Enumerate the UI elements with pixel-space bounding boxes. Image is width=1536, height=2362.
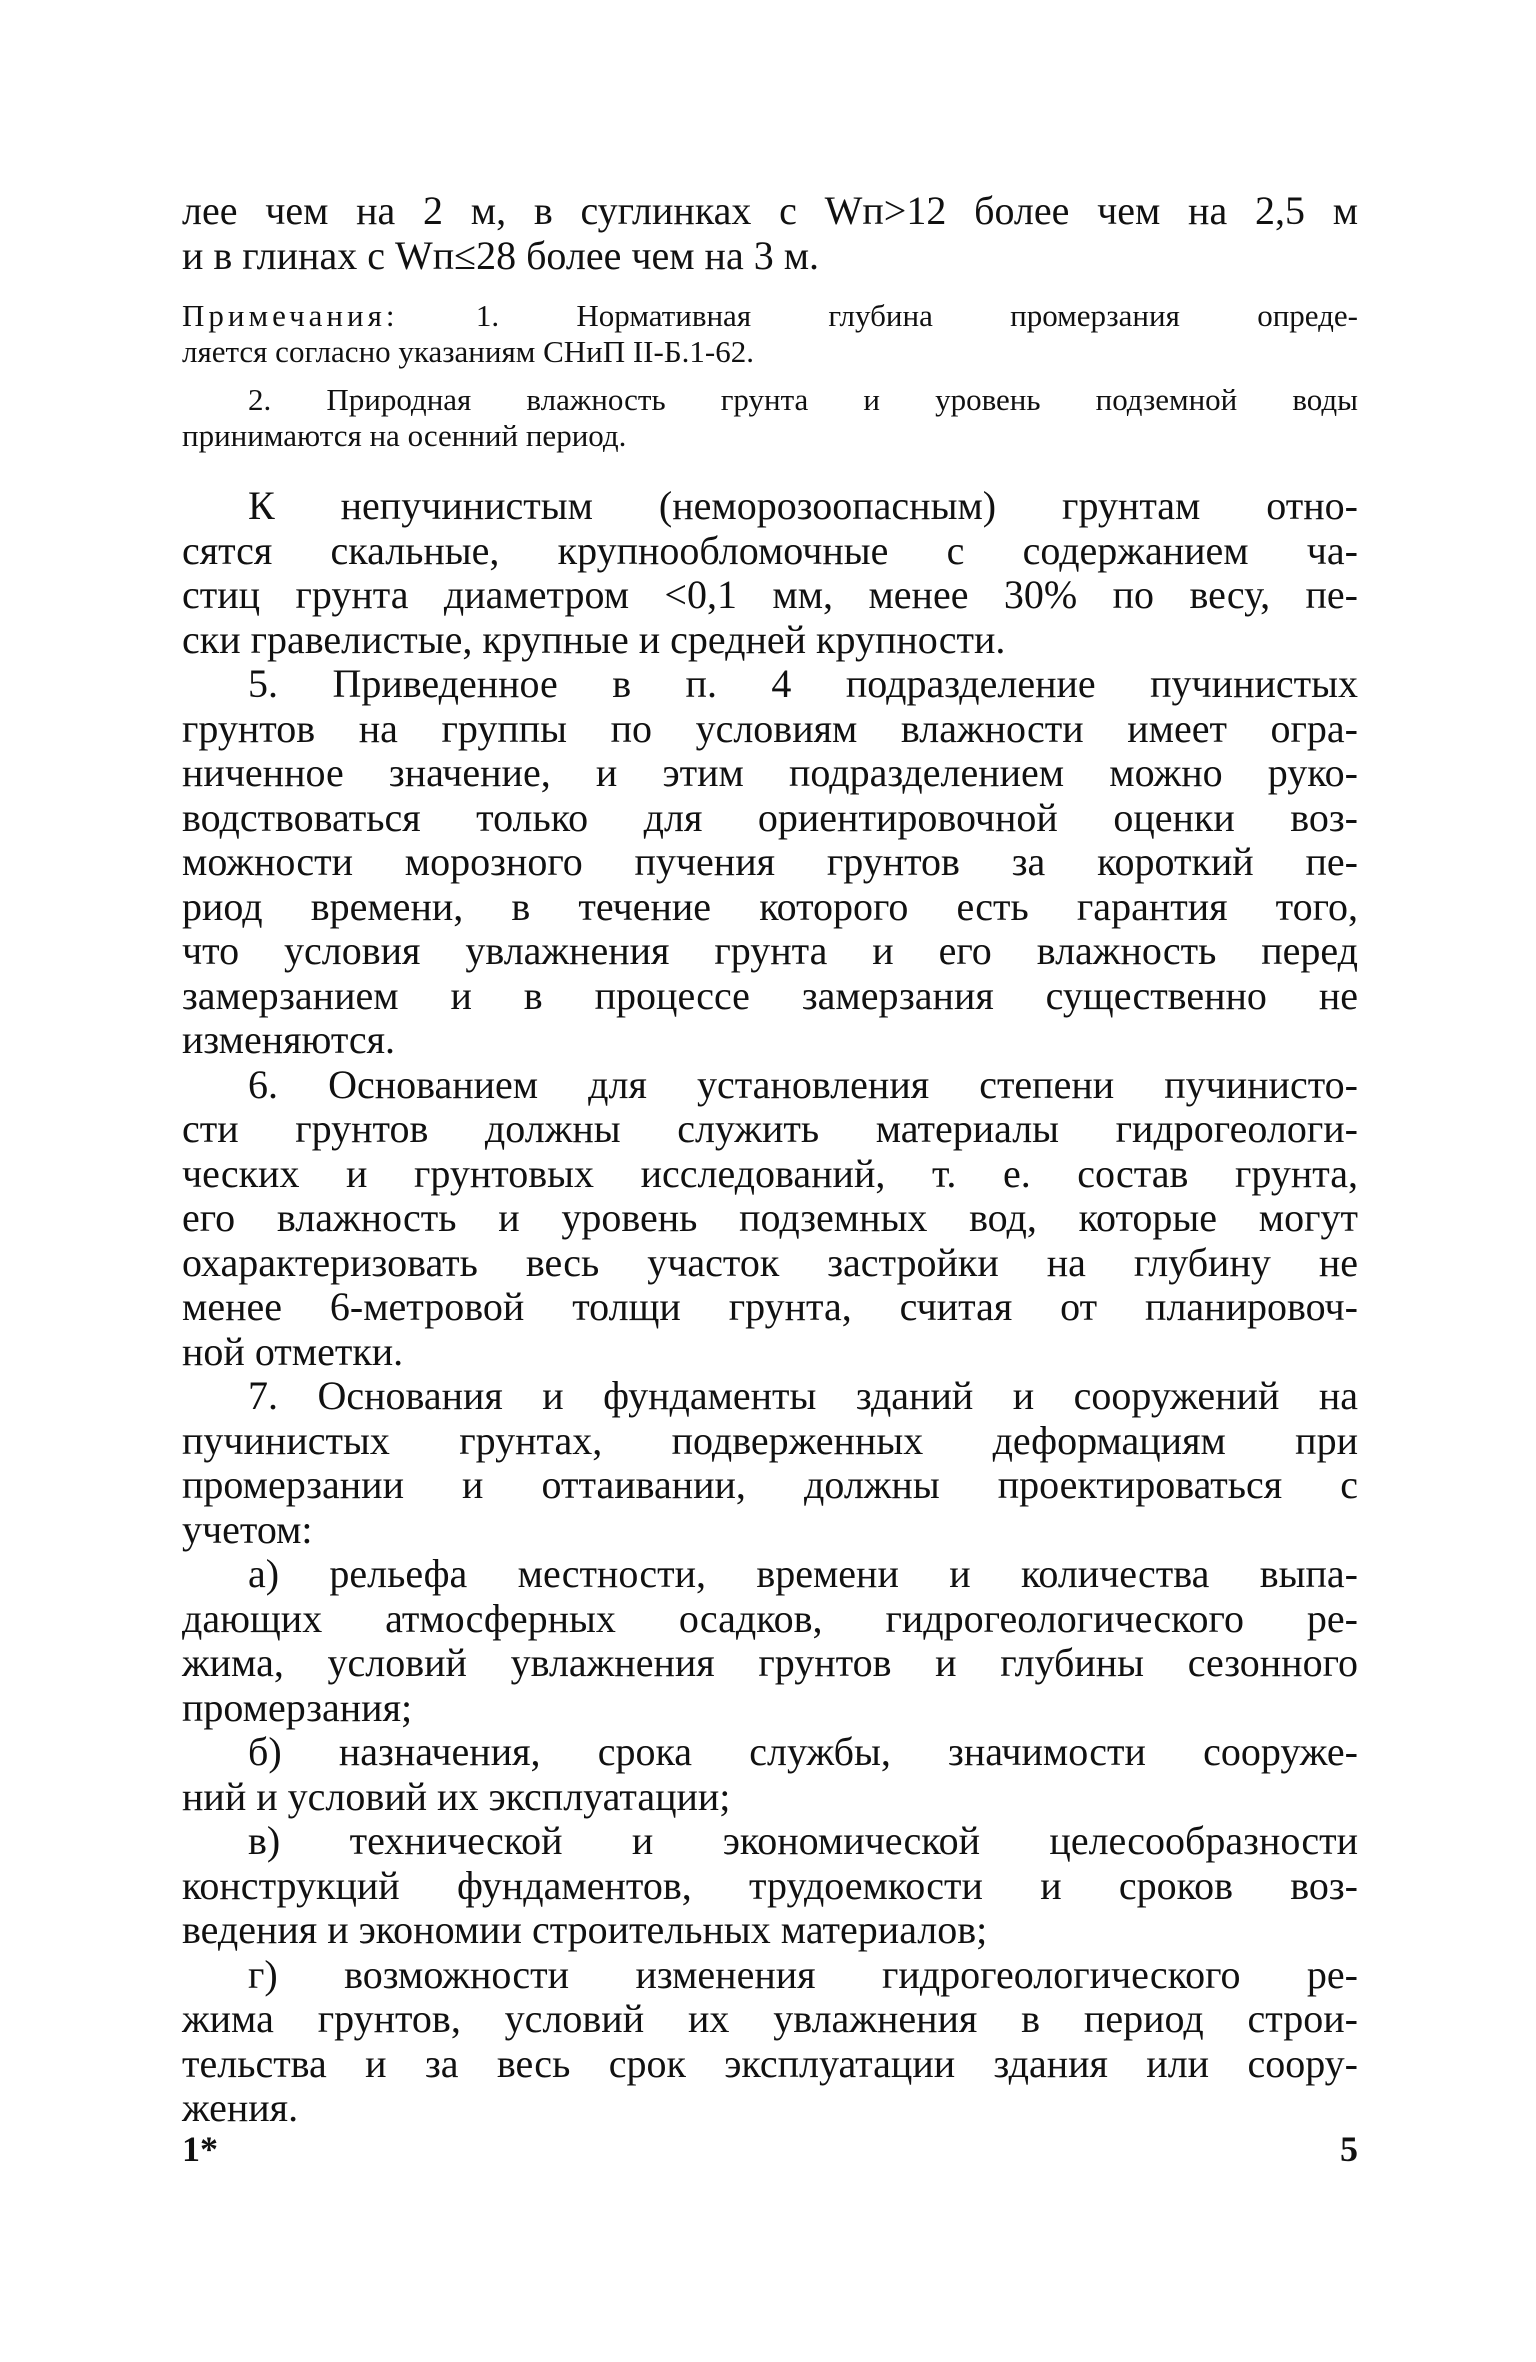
text-line: ний и условий их эксплуатации; <box>182 1773 731 1819</box>
text-line: сятся скальные, крупнообломочные с содержанием ча- <box>182 527 1358 573</box>
text-line: 5. Приведенное в п. 4 подразделение пучинистых <box>248 661 1358 706</box>
paragraph-item-7b <box>182 1730 1358 1819</box>
text-line: а) рельефа местности, времени и количества выпа- <box>248 1551 1358 1596</box>
text-line: риод времени, в течение которого есть гарантия того, <box>182 883 1358 929</box>
text-line: жима грунтов, условий их увлажнения в период строи- <box>182 1996 1358 2041</box>
text-line: ной отметки. <box>182 1328 404 1374</box>
page-footer <box>182 2128 1358 2170</box>
text-line: изменяются. <box>182 1017 395 1062</box>
paragraph-item-7 <box>182 1374 1358 1552</box>
text-line: 6. Основанием для установления степени пучинисто- <box>248 1061 1358 1107</box>
text-line: конструкций фундаментов, трудоемкости и сроков воз- <box>182 1862 1358 1908</box>
text-line: дающих атмосферных осадков, гидрогеологического ре- <box>182 1595 1358 1641</box>
continued-text <box>182 188 1358 278</box>
paragraph-item-6 <box>182 1063 1358 1375</box>
text-line: К непучинистым (неморозоопасным) грунтам отно- <box>248 483 1358 528</box>
text-line: жения. <box>182 2085 299 2130</box>
text-line: грунтов на группы по условиям влажности имеет огра- <box>182 705 1358 751</box>
text-line: сти грунтов должны служить материалы гидрогеологи- <box>182 1106 1358 1151</box>
paragraph-non-heaving-soils <box>182 484 1358 662</box>
text-line: замерзанием и в процессе замерзания существенно не <box>182 972 1358 1018</box>
paragraph-item-7a <box>182 1552 1358 1730</box>
note-1 <box>182 298 1358 370</box>
text-line: ски гравелистые, крупные и средней крупности. <box>182 616 1006 662</box>
text-line: промерзании и оттаивании, должны проектироваться с <box>182 1462 1358 1507</box>
signature-mark: 1* <box>182 2129 218 2169</box>
text-line: ческих и грунтовых исследований, т. е. состав грунта, <box>182 1150 1358 1196</box>
paragraph-item-5 <box>182 662 1358 1063</box>
text-line: охарактеризовать весь участок застройки на глубину не <box>182 1239 1358 1285</box>
notes-heading: Примечания: <box>182 298 399 333</box>
text-line: водствоваться только для ориентировочной оценки воз- <box>182 794 1358 840</box>
text-line: его влажность и уровень подземных вод, которые могут <box>182 1195 1358 1240</box>
text-line: учетом: <box>182 1506 313 1552</box>
text-line: б) назначения, срока службы, значимости сооруже- <box>248 1729 1358 1774</box>
page-number: 5 <box>1340 2129 1358 2169</box>
text-line: что условия увлажнения грунта и его влажность перед <box>182 928 1358 973</box>
text-line <box>182 298 1358 334</box>
text-line: пучинистых грунтах, подверженных деформациям при <box>182 1417 1358 1463</box>
text-line: ляется согласно указаниям СНиП II-Б.1-62. <box>182 334 754 369</box>
text-line: жима, условий увлажнения грунтов и глубины сезонного <box>182 1640 1358 1685</box>
paragraph-item-7g <box>182 1953 1358 2131</box>
body-text <box>182 484 1358 2131</box>
text-line: менее 6-метровой толщи грунта, считая от планировоч- <box>182 1284 1358 1329</box>
page-content <box>182 188 1358 2131</box>
note-text: 1. Нормативная глубина промерзания опреде- <box>475 298 1358 333</box>
text-line: ниченное значение, и этим подразделением можно руко- <box>182 750 1358 795</box>
text-line: 2. Природная влажность грунта и уровень подземной воды <box>248 382 1358 417</box>
text-line: 7. Основания и фундаменты зданий и сооружений на <box>248 1373 1358 1418</box>
text-line: промерзания; <box>182 1684 413 1730</box>
text-line: ведения и экономии строительных материалов; <box>182 1907 988 1952</box>
text-line: можности морозного пучения грунтов за короткий пе- <box>182 839 1358 884</box>
text-line: в) технической и экономической целесообразности <box>248 1818 1358 1863</box>
text-line: тельства и за весь срок эксплуатации здания или соору- <box>182 2040 1358 2086</box>
text-line: г) возможности изменения гидрогеологического ре- <box>248 1951 1358 1997</box>
text-line: стиц грунта диаметром <0,1 мм, менее 30% по весу, пе- <box>182 572 1358 617</box>
text-line: принимаются на осенний период. <box>182 418 627 453</box>
text-line: и в глинах с Wп≤28 более чем на 3 м. <box>182 233 820 278</box>
note-2 <box>182 382 1358 454</box>
text-line: лее чем на 2 м, в суглинках с Wп>12 более чем на 2,5 м <box>182 188 1358 233</box>
paragraph-item-7v <box>182 1819 1358 1953</box>
